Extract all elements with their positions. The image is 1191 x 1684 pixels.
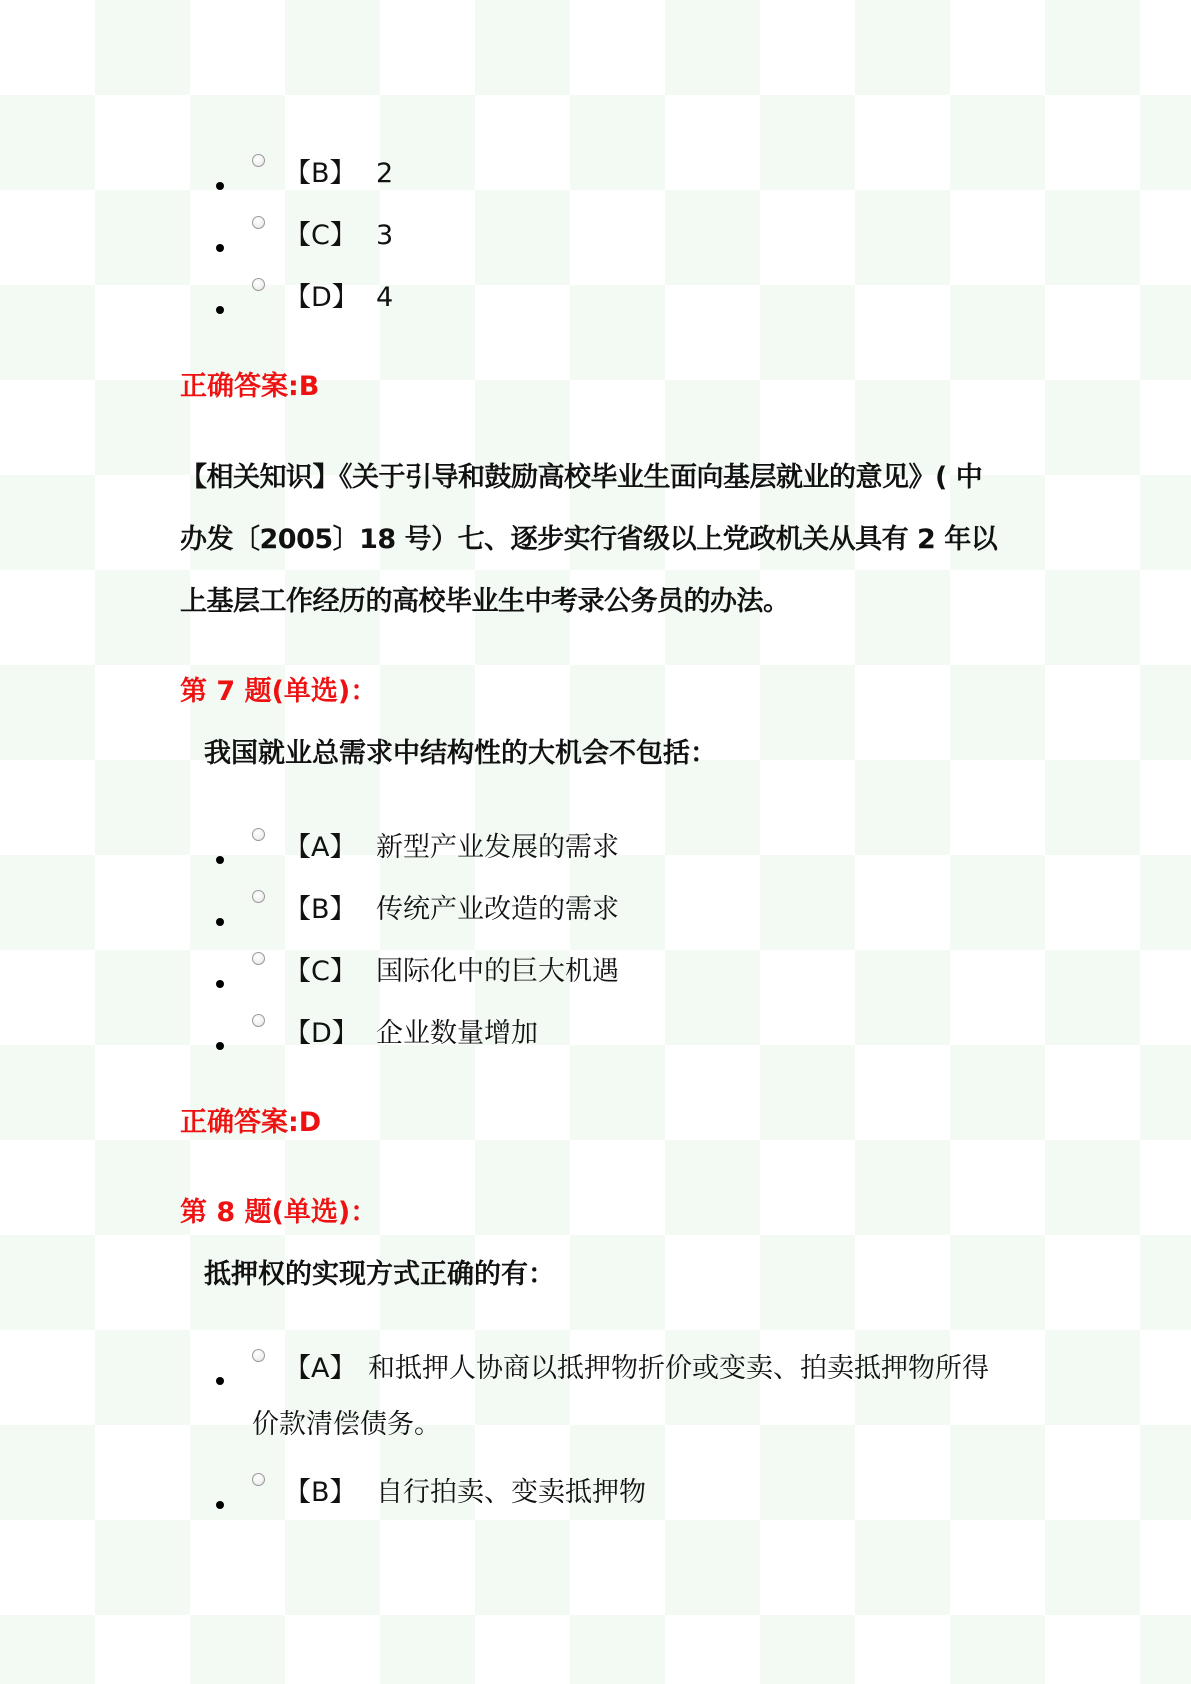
option-text: 传统产业改造的需求 [376, 894, 619, 925]
bullet [216, 1042, 224, 1050]
option-letter: 【A】 [284, 832, 357, 863]
option-text: 3 [376, 220, 394, 251]
q7-option-c[interactable] [0, 956, 1191, 1012]
option-text: 新型产业发展的需求 [376, 832, 619, 863]
option-letter: 【A】 [284, 1353, 357, 1384]
bullet [216, 244, 224, 252]
q7-option-b[interactable] [0, 894, 1191, 950]
q8-option-b[interactable] [0, 1477, 1191, 1533]
option-text: 4 [376, 282, 394, 313]
bullet [216, 980, 224, 988]
related-knowledge-line-2: 办发〔2005〕18 号）七、逐步实行省级以上党政机关从具有 2 年以 [180, 524, 998, 555]
related-knowledge-line-1: 【相关知识】《关于引导和鼓励高校毕业生面向基层就业的意见》( 中 [180, 462, 983, 493]
option-text: 2 [376, 158, 394, 189]
radio-button[interactable] [252, 828, 265, 841]
q7-option-d[interactable] [0, 1018, 1191, 1074]
q8-title: 第 8 题(单选)： [180, 1197, 378, 1228]
radio-button[interactable] [252, 216, 265, 229]
bullet [216, 182, 224, 190]
q6-option-b[interactable] [0, 158, 1191, 214]
option-text: 和抵押人协商以抵押物折价或变卖、拍卖抵押物所得 [368, 1353, 989, 1384]
q7-correct-answer: 正确答案:D [180, 1107, 322, 1138]
q8-option-a[interactable] [0, 1353, 1191, 1440]
option-letter: 【B】 [284, 1477, 357, 1508]
q6-correct-answer: 正确答案:B [180, 371, 320, 402]
option-letter: 【C】 [284, 220, 357, 251]
option-letter: 【B】 [284, 158, 357, 189]
option-text: 国际化中的巨大机遇 [376, 956, 619, 987]
radio-button[interactable] [252, 1473, 265, 1486]
option-text: 自行拍卖、变卖抵押物 [376, 1477, 646, 1508]
option-letter: 【D】 [284, 1018, 359, 1049]
related-knowledge-line-3: 上基层工作经历的高校毕业生中考录公务员的办法。 [180, 586, 790, 617]
option-letter: 【B】 [284, 894, 357, 925]
bullet [216, 1501, 224, 1509]
q7-question: 我国就业总需求中结构性的大机会不包括： [204, 738, 717, 769]
bullet [216, 1377, 224, 1385]
bullet [216, 918, 224, 926]
q7-option-a[interactable] [0, 832, 1191, 888]
q6-option-d[interactable] [0, 282, 1191, 338]
option-letter: 【C】 [284, 956, 357, 987]
q6-option-c[interactable] [0, 220, 1191, 276]
radio-button[interactable] [252, 952, 265, 965]
radio-button[interactable] [252, 1349, 265, 1362]
radio-button[interactable] [252, 890, 265, 903]
bullet [216, 306, 224, 314]
q8-question: 抵押权的实现方式正确的有： [204, 1259, 555, 1290]
option-text: 企业数量增加 [376, 1018, 538, 1049]
radio-button[interactable] [252, 278, 265, 291]
option-letter: 【D】 [284, 282, 359, 313]
option-text-continuation: 价款清偿债务。 [252, 1409, 441, 1440]
bullet [216, 856, 224, 864]
radio-button[interactable] [252, 154, 265, 167]
radio-button[interactable] [252, 1014, 265, 1027]
q7-title: 第 7 题(单选)： [180, 676, 378, 707]
